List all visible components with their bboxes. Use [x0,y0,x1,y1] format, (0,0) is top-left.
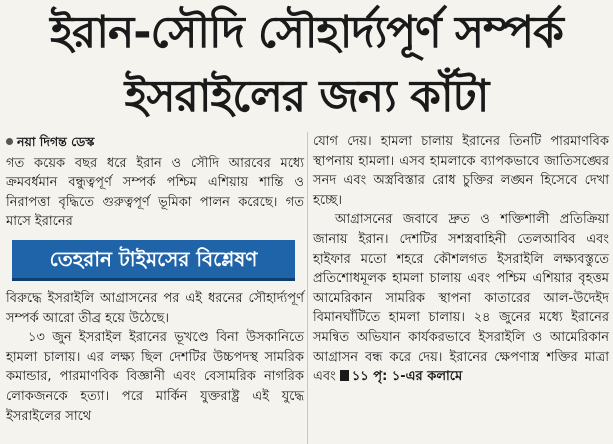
right-column [313,132,609,387]
headline-line-1: ইরান-সৌদি সৌহার্দ্যপূর্ণ সম্পর্ক [50,7,563,58]
section-banner: তেহরান টাইমসের বিশ্লেষণ [12,240,295,281]
byline-text: নয়া দিগন্ত ডেস্ক [17,134,95,149]
article-paragraph: যোগ দেয়। হামলা চালায় ইরানের তিনটি পারমাণবিক স্থাপনায় হামলা। এসব হামলাকে ব্যাপকভাবে জাতিসঙ্ঘের সনদ এবং অস্ত্রবিস্তার রোধ চুক্তির লঙ্ঘন হিসেবে দেখা হচ্ছে। [313,134,609,208]
continuation-text: ১১ পৃ: ১-এর কলামে [351,369,463,385]
headline-line-2: ইসরাইলের জন্য কাঁটা [124,71,489,122]
article-paragraph: আগ্রাসনের জবাবে দ্রুত ও শক্তিশালী প্রতিক্রিয়া জানায় ইরান। দেশটির সশস্ত্রবাহিনী তেলআবিব এবং হাইফার মতো শহরে কৌশলগত ইসরাইলি লক্ষ্যবস্তুতে প্রতিশোধমূলক হামলা চালায় এবং পশ্চিম এশিয়ার বৃহত্তম আমেরিকান সামরিক স্থাপনা কাতারের আল-উদেইদ বিমানঘাঁটিতে হামলা চালায়। ২৪ জুনের মধ্যে ইরানের সমন্বিত অভিযান কার্যকরভাবে ইসরাইলি ও আমেরিকান আগ্রাসন বন্ধ করে দেয়। ইরানের ক্ষেপণাস্ত্র শক্তির মাত্রা এবং ১১ পৃ: ১-এর কলামে [313,212,609,385]
article-paragraph: ১৩ জুন ইসরাইল ইরানের ভূখণ্ডে বিনা উসকানিতে হামলা চালায়। এর লক্ষ্য ছিল দেশটির উচ্চপদস্থ সামরিক কমান্ডার, পারমাণবিক বিজ্ঞানী এবং বেসামরিক নাগরিক লোকজনকে হত্যা। পরে মার্কিন যুক্তরাষ্ট্র এই যুদ্ধে ইসরাইলের সাথে [6,330,304,424]
byline [6,132,304,152]
article-paragraph: বিরুদ্ধে ইসরাইলি আগ্রাসনের পর এই ধরনের সৌহার্দ্যপূর্ণ সম্পর্ক আরো তীব্র হয়ে উঠেছে। [6,290,304,326]
left-column [6,132,304,426]
article-paragraph: গত কয়েক বছর ধরে ইরান ও সৌদি আরবের মধ্যে ক্রমবর্ধমান বন্ধুত্বপূর্ণ সম্পর্ক পশ্চিম এশিয়ায় শান্তি ও নিরাপত্তা বৃদ্ধিতে গুরুত্বপূর্ণ ভূমিকা পালন করেছে। গত মাসে ইরানের [6,155,304,230]
continuation-note [340,369,462,384]
bullet-icon [6,138,13,145]
column-divider [307,132,308,444]
square-bullet-icon [340,370,349,381]
